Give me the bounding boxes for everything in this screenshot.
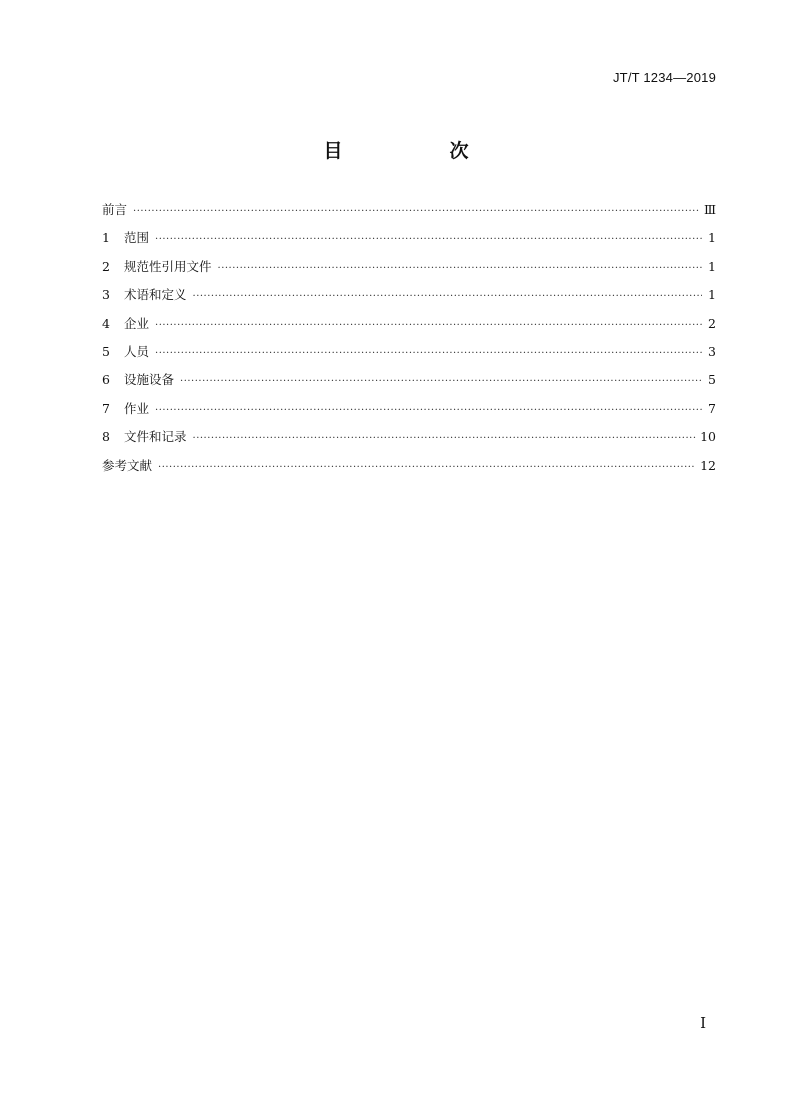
toc-entry-documents-records[interactable] — [102, 427, 716, 455]
toc-entry-number: 5 — [102, 343, 110, 359]
toc-leader-dots — [193, 287, 702, 307]
toc-entry-label: 企业 — [124, 315, 150, 331]
toc-leader-dots — [155, 316, 702, 336]
toc-entry-label: 术语和定义 — [124, 287, 187, 303]
toc-entry-label: 作业 — [124, 400, 150, 416]
toc-entry-number: 2 — [102, 258, 110, 274]
toc-entry-foreword[interactable] — [102, 200, 716, 228]
toc-entry-number: 7 — [102, 400, 110, 416]
toc-entry-facilities-equipment[interactable] — [102, 370, 716, 398]
toc-entry-number: 8 — [102, 429, 110, 445]
toc-entry-label: 文件和记录 — [124, 429, 187, 445]
toc-entry-label: 规范性引用文件 — [124, 258, 212, 274]
toc-entry-label: 设施设备 — [124, 372, 175, 388]
toc-entry-label: 参考文献 — [102, 457, 153, 473]
toc-leader-dots — [180, 372, 702, 392]
toc-entry-label: 人员 — [124, 343, 150, 359]
toc-entry-scope[interactable] — [102, 228, 716, 256]
toc-entry-label: 范围 — [124, 230, 150, 246]
toc-entry-label: 前言 — [102, 202, 128, 217]
toc-title: 目 次 — [323, 140, 513, 162]
table-of-contents — [102, 200, 716, 484]
toc-entry-page: 7 — [708, 400, 716, 416]
toc-leader-dots — [155, 344, 702, 364]
toc-entry-page: 3 — [708, 343, 716, 359]
toc-entry-bibliography[interactable] — [102, 456, 716, 484]
toc-entry-page: 5 — [708, 372, 716, 388]
toc-entry-number: 4 — [102, 315, 110, 331]
toc-entry-page: 2 — [708, 315, 716, 331]
toc-leader-dots — [155, 230, 702, 250]
page-number: I — [700, 1014, 706, 1032]
toc-entry-page: 1 — [708, 258, 716, 274]
standard-code: JT/T 1234—2019 — [612, 70, 716, 85]
toc-entry-terms-definitions[interactable] — [102, 285, 716, 313]
toc-leader-dots — [193, 429, 697, 449]
toc-entry-number: 1 — [102, 230, 110, 246]
toc-entry-number: 6 — [102, 372, 110, 388]
toc-entry-page: 1 — [708, 287, 716, 303]
toc-entry-normative-references[interactable] — [102, 257, 716, 285]
toc-entry-number: 3 — [102, 287, 110, 303]
toc-leader-dots — [158, 458, 696, 478]
toc-leader-dots — [155, 401, 702, 421]
toc-leader-dots — [218, 259, 702, 279]
toc-entry-page: 12 — [700, 457, 716, 473]
toc-entry-page: Ⅲ — [703, 202, 716, 217]
toc-entry-personnel[interactable] — [102, 342, 716, 370]
toc-leader-dots — [133, 202, 700, 222]
toc-entry-page: 10 — [700, 429, 716, 445]
toc-entry-enterprise[interactable] — [102, 314, 716, 342]
toc-entry-operations[interactable] — [102, 399, 716, 427]
toc-entry-page: 1 — [708, 230, 716, 246]
